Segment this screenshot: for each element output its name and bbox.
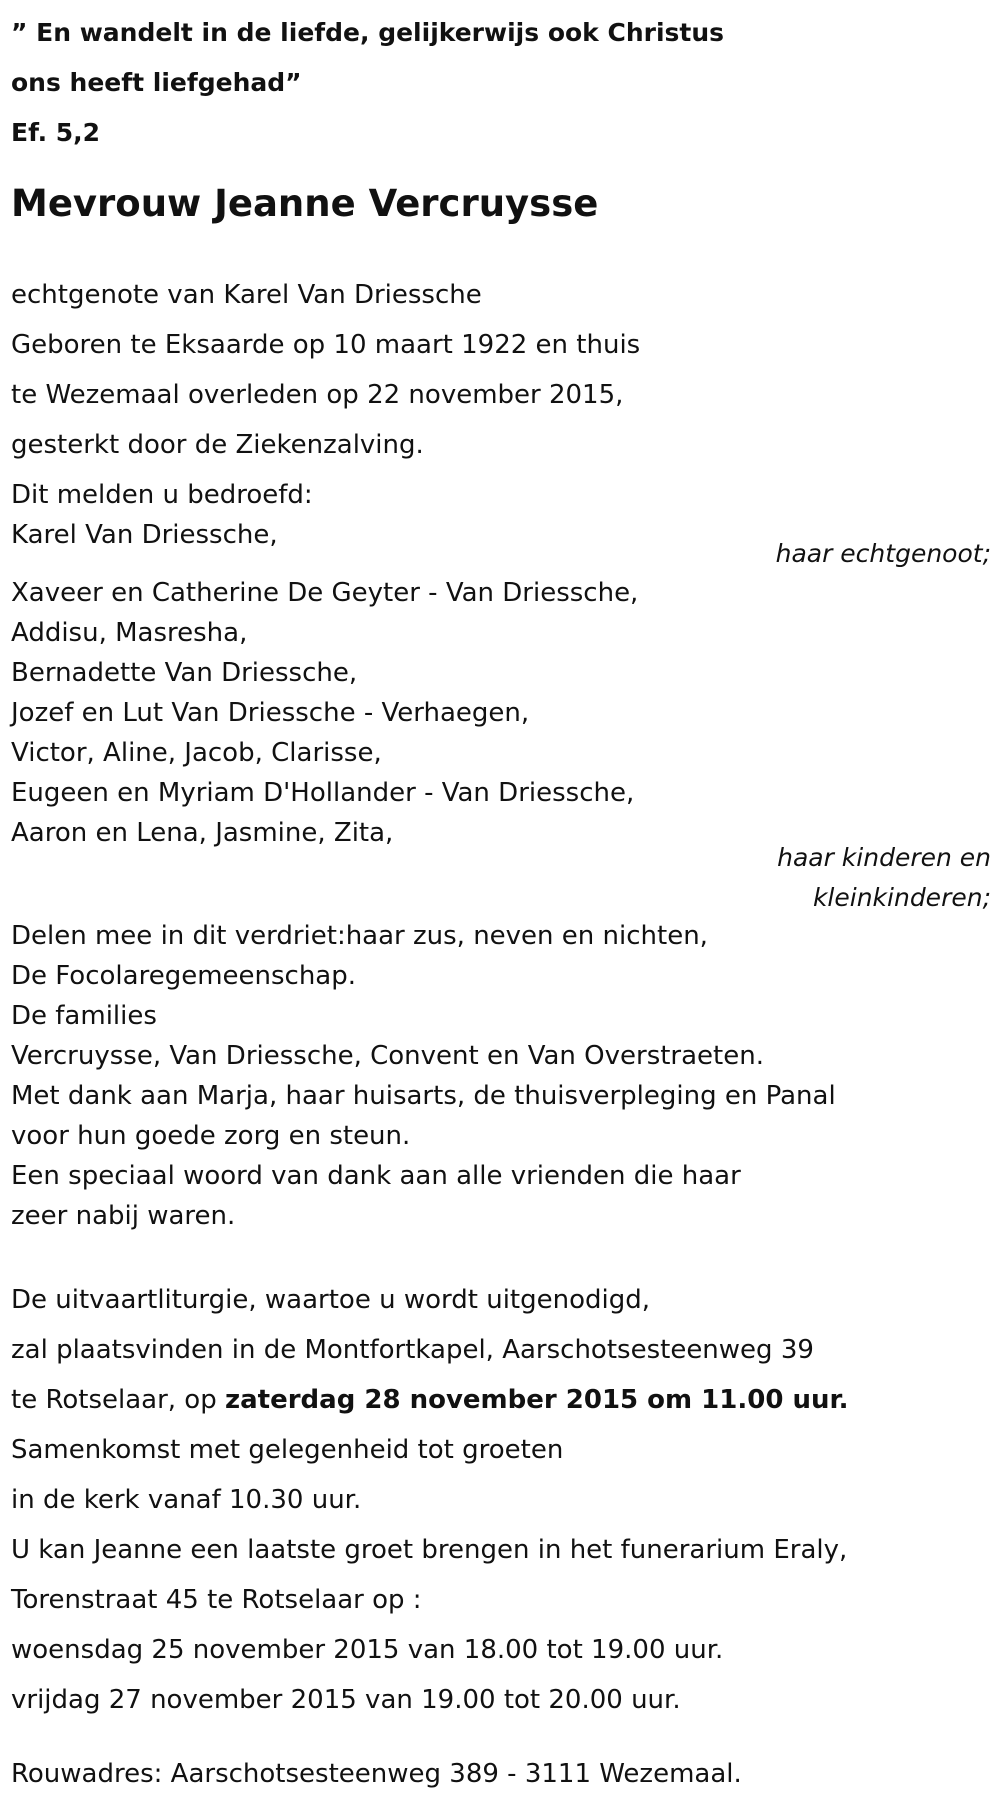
list-item: Delen mee in dit verdriet:haar zus, neven en nichten, — [11, 921, 708, 951]
list-item: Aaron en Lena, Jasmine, Zita, — [11, 818, 394, 848]
intro-line-3: te Wezemaal overleden op 22 november 2015, — [11, 380, 624, 410]
funeral-line-8: woensdag 25 november 2015 van 18.00 tot 19.00 uur. — [11, 1635, 724, 1665]
funeral-line-3 — [11, 1375, 849, 1425]
funeral-line-5: in de kerk vanaf 10.30 uur. — [11, 1485, 362, 1515]
funeral-line-2: zal plaatsvinden in de Montfortkapel, Aarschotsesteenweg 39 — [11, 1335, 814, 1365]
intro-line-1: echtgenote van Karel Van Driessche — [11, 280, 482, 310]
funeral-line-3-prefix: te Rotselaar, op — [11, 1385, 225, 1415]
funeral-line-9: vrijdag 27 november 2015 van 19.00 tot 20.00 uur. — [11, 1685, 681, 1715]
announce-line-2: Karel Van Driessche, — [11, 520, 278, 550]
funeral-line-6: U kan Jeanne een laatste groet brengen in het funerarium Eraly, — [11, 1535, 848, 1565]
relation-children — [391, 838, 991, 918]
list-item: Een speciaal woord van dank aan alle vrienden die haar — [11, 1161, 741, 1191]
list-item: zeer nabij waren. — [11, 1201, 236, 1231]
list-item: Vercruysse, Van Driessche, Convent en Van Overstraeten. — [11, 1041, 764, 1071]
funeral-date-time: zaterdag 28 november 2015 om 11.00 uur. — [224, 1385, 849, 1415]
funeral-line-7: Torenstraat 45 te Rotselaar op : — [11, 1585, 422, 1615]
intro-line-2: Geboren te Eksaarde op 10 maart 1922 en thuis — [11, 330, 641, 360]
list-item: De Focolaregemeenschap. — [11, 961, 357, 991]
quote-line-2: ons heeft liefgehad” — [11, 68, 302, 97]
relation-spouse-text: haar echtgenoot; — [775, 539, 991, 568]
list-item: Victor, Aline, Jacob, Clarisse, — [11, 738, 382, 768]
list-item: Met dank aan Marja, haar huisarts, de thuisverpleging en Panal — [11, 1081, 836, 1111]
list-item: Addisu, Masresha, — [11, 618, 248, 648]
deceased-name: Mevrouw Jeanne Vercruysse — [11, 182, 599, 225]
quote-reference: Ef. 5,2 — [11, 118, 101, 147]
list-item: Jozef en Lut Van Driessche - Verhaegen, — [11, 698, 530, 728]
funeral-line-1: De uitvaartliturgie, waartoe u wordt uitgenodigd, — [11, 1285, 650, 1315]
list-item: De families — [11, 1001, 157, 1031]
relation-children-line-1: haar kinderen en — [777, 843, 991, 872]
children-list — [11, 573, 638, 853]
relation-spouse — [391, 534, 991, 574]
intro-line-4: gesterkt door de Ziekenzalving. — [11, 430, 424, 460]
list-item: voor hun goede zorg en steun. — [11, 1121, 411, 1151]
list-item: Bernadette Van Driessche, — [11, 658, 358, 688]
announcement — [11, 475, 313, 555]
mourning-address: Rouwadres: Aarschotsesteenweg 389 - 3111 Wezemaal. — [11, 1759, 742, 1789]
list-item: Eugeen en Myriam D'Hollander - Van Driessche, — [11, 778, 635, 808]
relation-children-line-2: kleinkinderen; — [812, 883, 991, 912]
intro-text — [11, 270, 640, 470]
bible-quote — [11, 8, 971, 158]
announce-line-1: Dit melden u bedroefd: — [11, 480, 313, 510]
funeral-line-4: Samenkomst met gelegenheid tot groeten — [11, 1435, 564, 1465]
funeral-details — [11, 1275, 849, 1725]
sharing-text — [11, 916, 836, 1236]
quote-line-1: ” En wandelt in de liefde, gelijkerwijs ook Christus — [11, 18, 725, 47]
list-item: Xaveer en Catherine De Geyter - Van Driessche, — [11, 578, 639, 608]
